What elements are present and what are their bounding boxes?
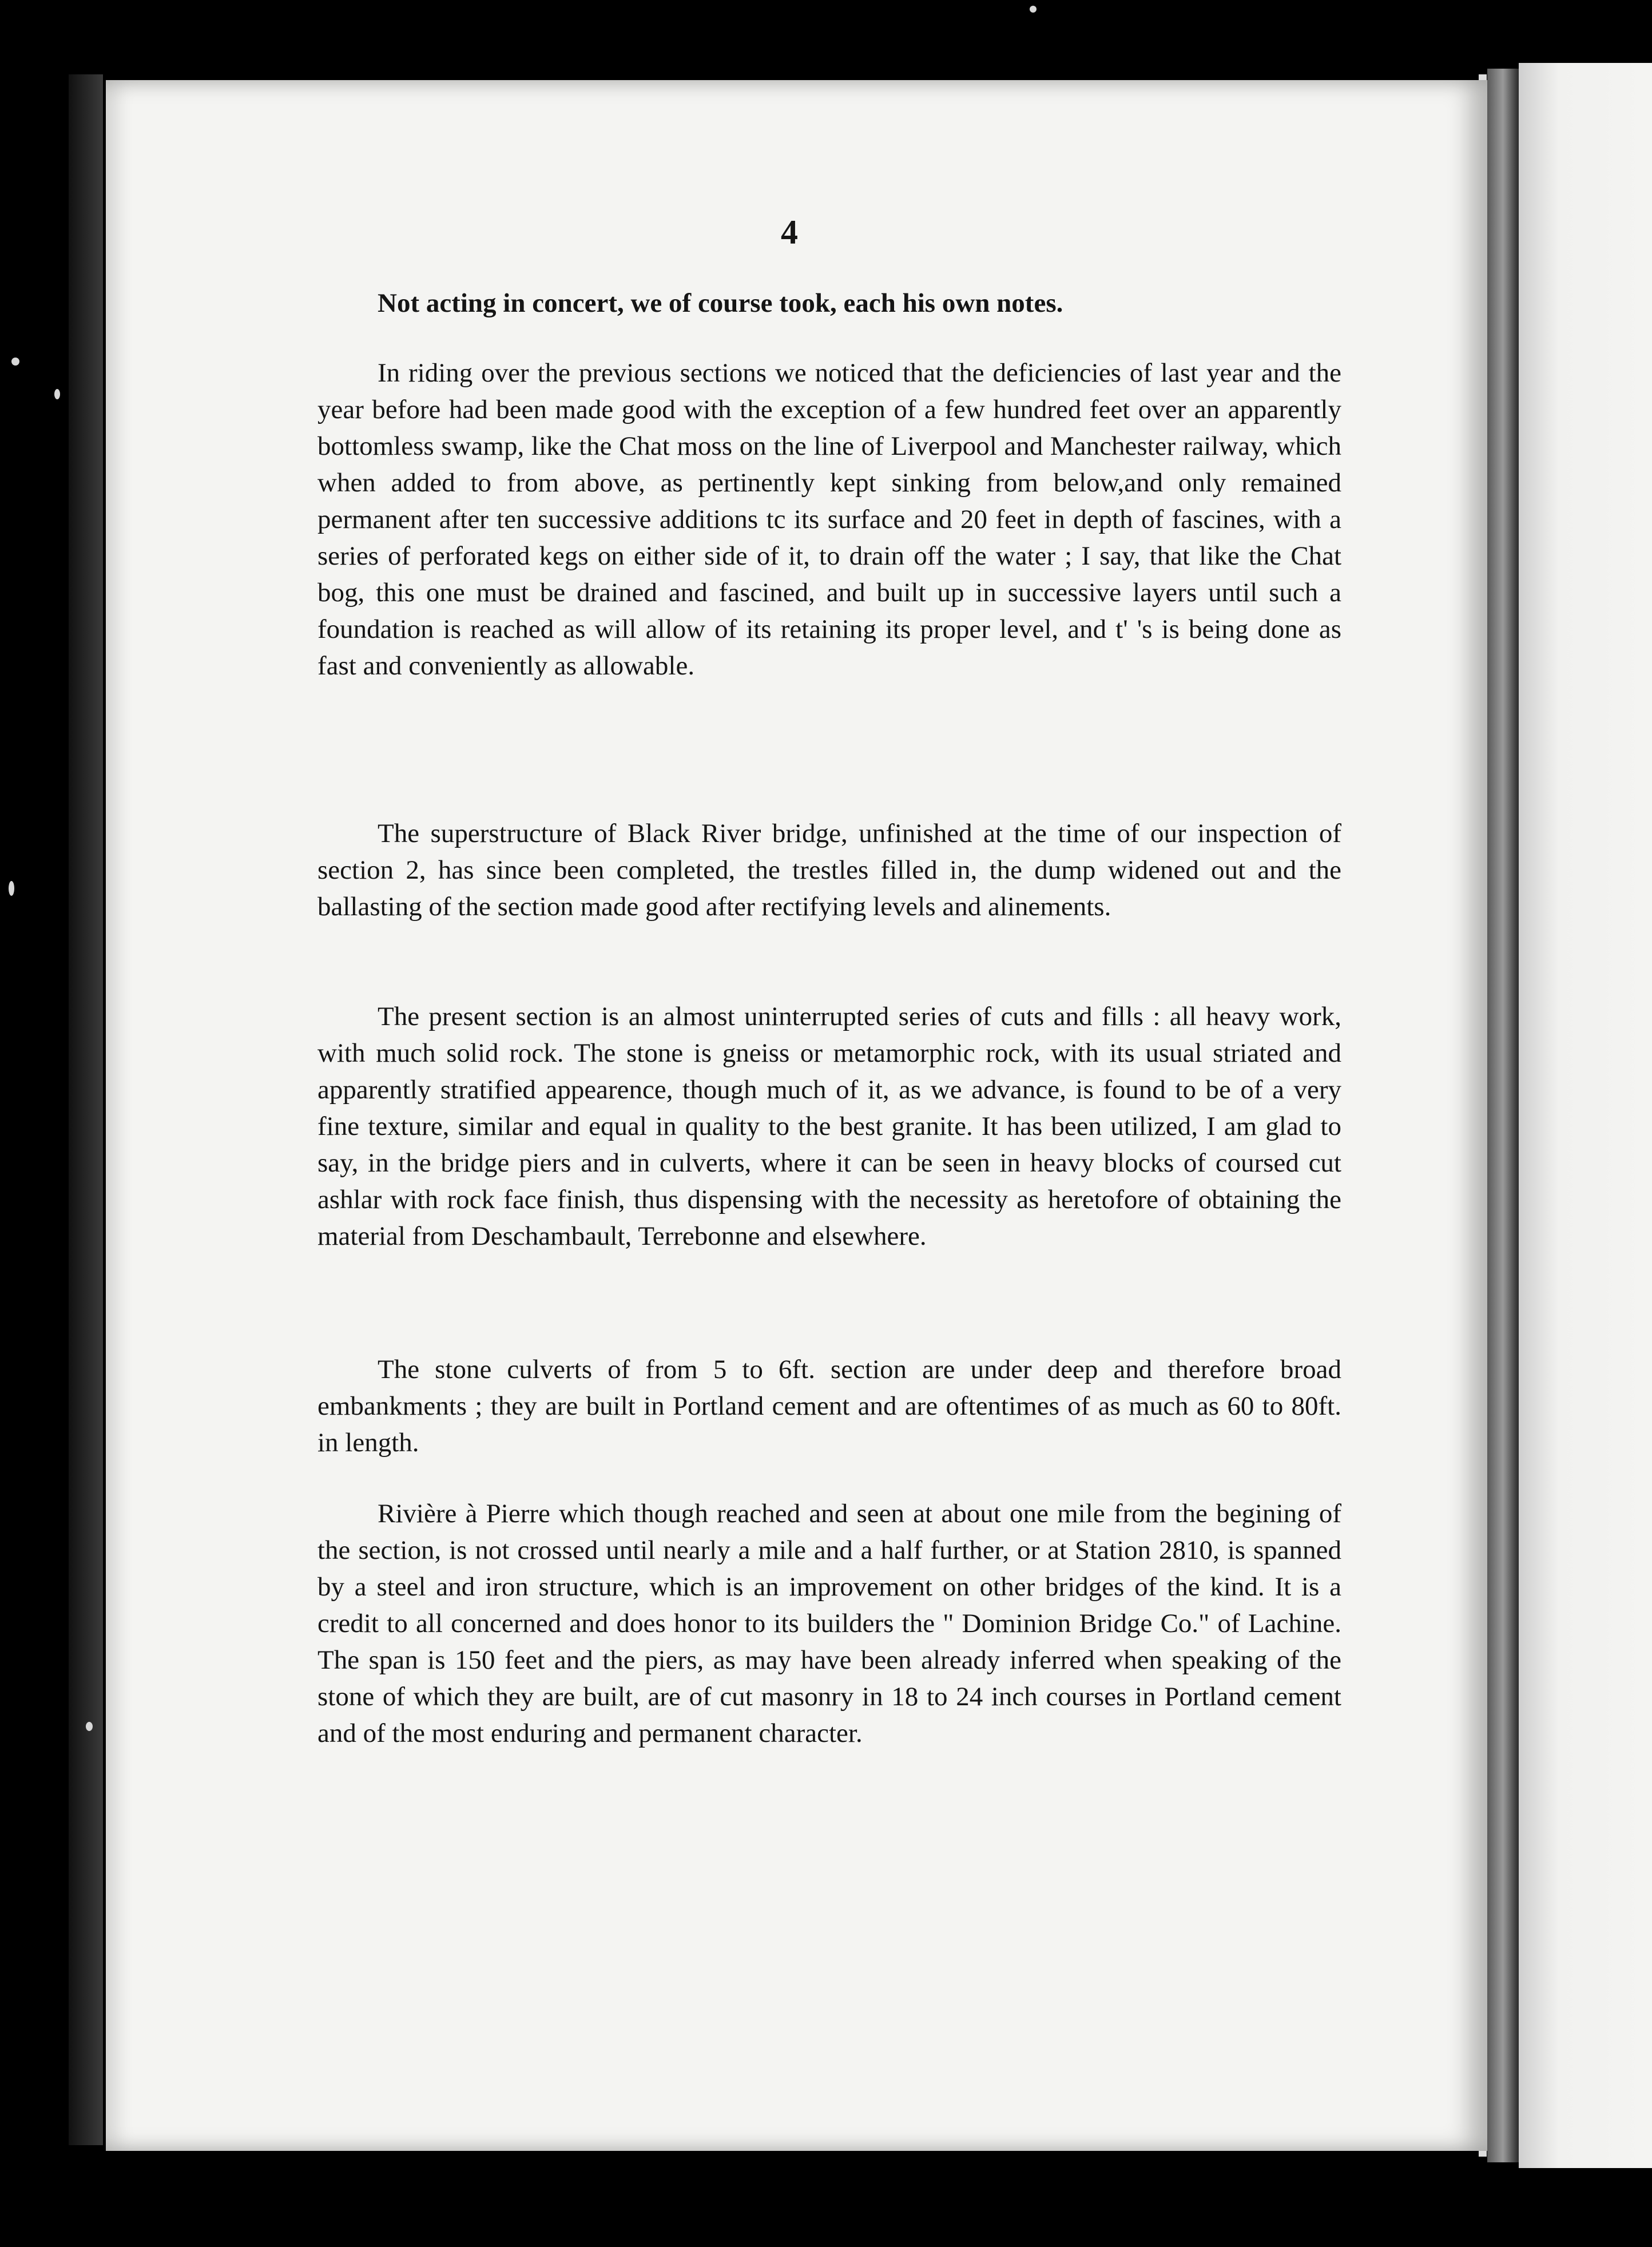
facing-page <box>1519 63 1652 2168</box>
scan-speck <box>11 358 19 366</box>
paragraph-previous-sections: In riding over the previous sections we noticed that the deficiencies of last year and the year before had been made good with the exception of a few hundred feet over an apparently bottomless swamp, like the Chat moss on the line of Liverpool and Manchester railway, which when added to from above, as pertinently kept sinking from below,and only remained permanent after ten successive additions tc its surface and 20 feet in depth of fascines, with a series of perforated kegs on either side of it, to drain off the water ; I say, that like the Chat bog, this one must be drained and fascined, and built up in successive layers until such a foundation is reached as will allow of its retaining its proper level, and t' 's is being done as fast and conveniently as allowable. <box>317 358 1341 681</box>
book-gutter <box>1487 69 1519 2162</box>
scan-speck <box>9 881 14 896</box>
page-number: 4 <box>781 213 798 251</box>
paragraph-stone-culverts: The stone culverts of from 5 to 6ft. section are under deep and therefore broad embankments ; they are built in Portland cement and are oftentimes of as much as 60 to 80ft. in length. <box>317 1355 1341 1458</box>
paragraph-present-section: The present section is an almost uninterrupted series of cuts and fills : all heavy work, with much solid rock. The stone is gneiss or metamorphic rock, with its usual striated and apparently stratified appearence, though much of it, as we advance, is found to be of a very fine texture, similar and equal in quality to the best granite. It has been utilized, I am glad to say, in the bridge piers and in culverts, where it can be seen in heavy blocks of coursed cut ashlar with rock face finish, thus dispensing with the necessity as heretofore of obtaining the material from Deschambault, Terrebonne and elsewhere. <box>317 1002 1341 1251</box>
scan-speck <box>86 1722 93 1731</box>
paragraph-riviere-a-pierre: Rivière à Pierre which though reached and seen at about one mile from the begining of the section, is not crossed until nearly a mile and a half further, or at Station 2810, is spanned by a steel and iron structure, which is an improvement on other bridges of the kind. It is a credit to all concerned and does honor to its builders the " Dominion Bridge Co." of Lachine. The span is 150 feet and the piers, as may have been already inferred when speaking of the stone of which they are built, are of cut masonry in 18 to 24 inch courses in Portland cement and of the most enduring and permanent character. <box>317 1499 1341 1748</box>
scan-speck <box>54 389 60 399</box>
scan-speck <box>1030 6 1037 13</box>
intro-line: Not acting in concert, we of course took, each his own notes. <box>378 288 1063 318</box>
book-binding-shadow <box>69 74 103 2145</box>
paragraph-black-river-bridge: The superstructure of Black River bridge, unfinished at the time of our inspection of section 2, has since been completed, the trestles filled in, the dump widened out and the ballasting of the section made good after rectifying levels and alinements. <box>317 819 1341 922</box>
